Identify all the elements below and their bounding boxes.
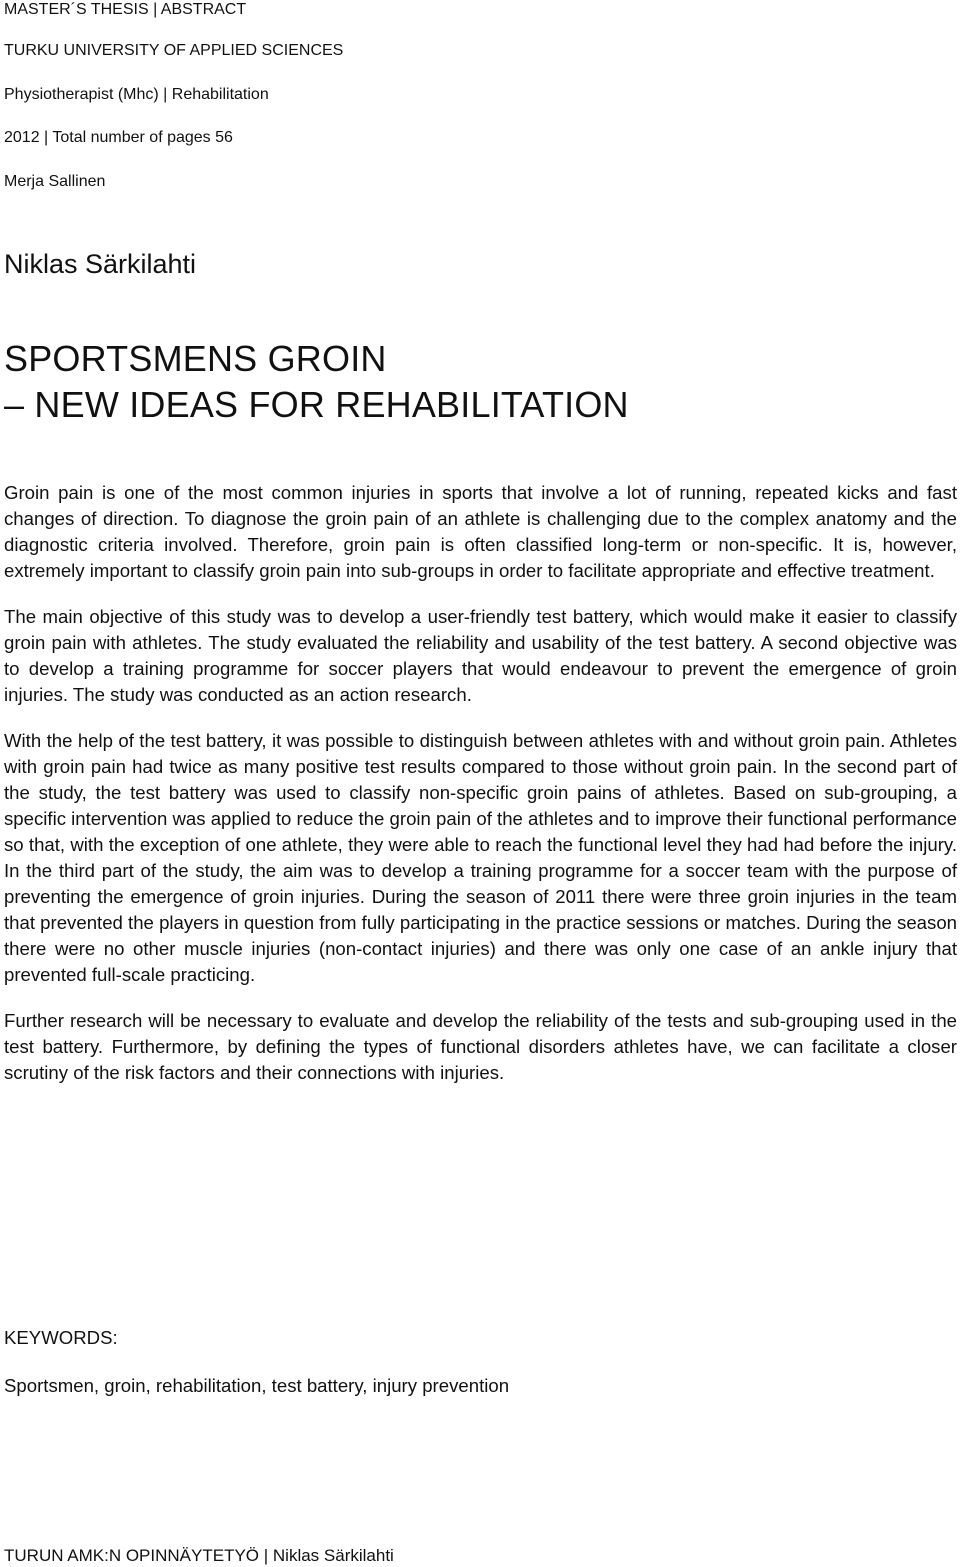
supervisor: Merja Sallinen — [4, 173, 106, 190]
author-name: Niklas Särkilahti — [4, 249, 197, 279]
programme: Physiotherapist (Mhc) | Rehabilitation — [4, 86, 269, 103]
thesis-title — [4, 336, 629, 428]
title-line-1: SPORTSMENS GROIN — [4, 338, 387, 379]
abstract-paragraph-3: With the help of the test battery, it was possible to distinguish between athletes with and without groin pain. Athletes with groin pain had twice as many positive test results compared to those without groin pain. In the second part of the study, the test battery was used to classify non-specific groin pains of athletes. Based on sub-grouping, a specific intervention was applied to reduce the groin pain of the athletes and to improve their functional performance so that, with the exception of one athlete, they were able to reach the functional level they had had before the injury. In the third part of the study, the aim was to develop a training programme for a soccer team with the purpose of preventing the emergence of groin injuries. During the season of 2011 there were three groin injuries in the team that prevented the players in question from fully participating in the practice sessions or matches. During the season there were no other muscle injuries (non-contact injuries) and there was only one case of an ankle injury that prevented full-scale practicing. — [4, 730, 957, 985]
keywords-list: Sportsmen, groin, rehabilitation, test battery, injury prevention — [4, 1375, 510, 1396]
page-footer: TURUN AMK:N OPINNÄYTETYÖ | Niklas Särkilahti — [4, 1546, 394, 1565]
title-line-2: – NEW IDEAS FOR REHABILITATION — [4, 384, 629, 425]
document-type: MASTER´S THESIS | ABSTRACT — [4, 1, 247, 18]
abstract-paragraph-4: Further research will be necessary to evaluate and develop the reliability of the tests and sub-grouping used in the test battery. Furthermore, by defining the types of functional disorders athletes have, we can facilitate a closer scrutiny of the risk factors and their connections with injuries. — [4, 1010, 957, 1083]
abstract-paragraph-1: Groin pain is one of the most common injuries in sports that involve a lot of running, repeated kicks and fast changes of direction. To diagnose the groin pain of an athlete is challenging due to the complex anatomy and the diagnostic criteria involved. Therefore, groin pain is often classified long-term or non-specific. It is, however, extremely important to classify groin pain into sub-groups in order to facilitate appropriate and effective treatment. — [4, 482, 957, 581]
institution: TURKU UNIVERSITY OF APPLIED SCIENCES — [4, 42, 344, 59]
year-and-pages: 2012 | Total number of pages 56 — [4, 129, 233, 146]
abstract-body — [4, 480, 957, 1106]
abstract-paragraph-2: The main objective of this study was to develop a user-friendly test battery, which would make it easier to classify groin pain with athletes. The study evaluated the reliability and usability of the test battery. A second objective was to develop a training programme for soccer players that would endeavour to prevent the emergence of groin injuries. The study was conducted as an action research. — [4, 606, 957, 705]
keywords-label: KEYWORDS: — [4, 1327, 118, 1348]
